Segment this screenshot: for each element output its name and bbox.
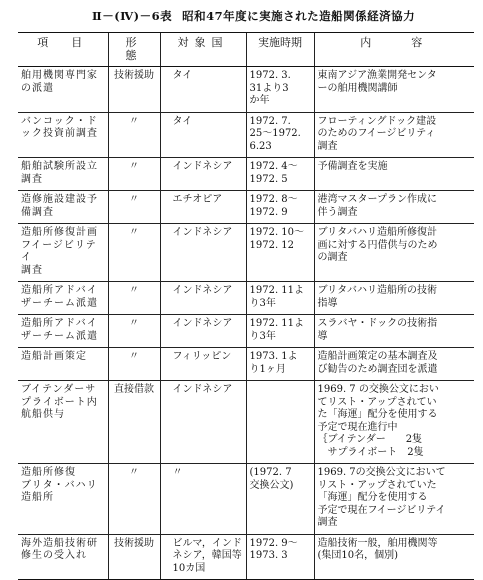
- table-row: [18, 191, 474, 224]
- table-row: [18, 534, 474, 580]
- header-row: [18, 33, 474, 67]
- header-period: 実施時期: [246, 33, 314, 67]
- table-row: [18, 315, 474, 348]
- cell-item: 船舶試験所設立 調査: [18, 158, 108, 191]
- header-item: 項 目: [18, 33, 108, 67]
- cell-period: [246, 381, 314, 464]
- table-row: [18, 464, 474, 535]
- cell-content: ブリタバハリ造船所修復計 画に対する円借供与のため の調査: [314, 224, 474, 282]
- cell-content: スラバヤ・ドックの技術指 導: [314, 315, 474, 348]
- cell-form: 〃: [108, 315, 160, 348]
- cell-content: ブリタバハリ造船所の技術 指導: [314, 282, 474, 315]
- cell-country: エチオピア: [160, 191, 246, 224]
- table-row: [18, 224, 474, 282]
- cell-form: 〃: [108, 282, 160, 315]
- cell-period: 1972. 11よ り3年: [246, 315, 314, 348]
- cell-item: 造修施設建設予 備調査: [18, 191, 108, 224]
- cell-item: 舶用機関専門家 の派遣: [18, 67, 108, 113]
- cell-country: 〃: [160, 464, 246, 535]
- table-caption: 昭和47年度に実施された造船関係経済協力: [182, 9, 416, 23]
- cell-country: タイ: [160, 112, 246, 158]
- cell-item: 造船所アドバイ ザーチーム派遣: [18, 315, 108, 348]
- header-country: 対象国: [160, 33, 246, 67]
- header-content: 内 容: [314, 33, 474, 67]
- cell-item: 造船計画策定: [18, 348, 108, 381]
- table-row: [18, 282, 474, 315]
- cell-item: バンコック・ド ック投資前調査: [18, 112, 108, 158]
- cooperation-table: [18, 32, 474, 580]
- cell-form: 〃: [108, 191, 160, 224]
- cell-content: 造船技術一般，舶用機関等 (集団10名，個別): [314, 534, 474, 580]
- cell-form: 技術援助: [108, 67, 160, 113]
- table-row: [18, 348, 474, 381]
- cell-period: 1972. 10～ 1972. 12: [246, 224, 314, 282]
- cell-country: インドネシア: [160, 315, 246, 348]
- cell-content: 造船計画策定の基本調査及 び勧告のため調査団を派遣: [314, 348, 474, 381]
- cell-period: (1972. 7 交換公文): [246, 464, 314, 535]
- cell-item: 造船所修復 ブリタ・バハリ 造船所: [18, 464, 108, 535]
- cell-content: フローティングドック建設 のためのフイージビリティ 調査: [314, 112, 474, 158]
- cell-form: 〃: [108, 348, 160, 381]
- cell-content: 1969. 7の交換公文において リスト・アップされていた 「海運」配分を使用する 予定で現在フイージビリテイ 調査: [314, 464, 474, 535]
- cell-country: インドネシア: [160, 282, 246, 315]
- cell-form: 技術援助: [108, 534, 160, 580]
- cell-period: 1972. 7. 25～1972. 6.23: [246, 112, 314, 158]
- table-number: Ⅱ－(Ⅳ)－6表: [92, 9, 173, 23]
- cell-content: 予備調査を実施: [314, 158, 474, 191]
- cell-item: 造船所アドバイ ザーチーム派遣: [18, 282, 108, 315]
- cell-period: 1972. 11よ り3年: [246, 282, 314, 315]
- table-body: [18, 67, 474, 580]
- cell-form: 〃: [108, 224, 160, 282]
- header-form: 形 態: [108, 33, 160, 67]
- table-title: [92, 8, 425, 24]
- cell-country: タイ: [160, 67, 246, 113]
- cell-country: ビルマ，インド ネシア，韓国等 10カ国: [160, 534, 246, 580]
- cell-item: ブイテンダーサ プライボート内 航船供与: [18, 381, 108, 464]
- table-row: [18, 381, 474, 464]
- cell-country: フィリッピン: [160, 348, 246, 381]
- cell-form: 直接借款: [108, 381, 160, 464]
- cell-country: インドネシア: [160, 158, 246, 191]
- cell-form: 〃: [108, 112, 160, 158]
- cell-content: 1969. 7 の交換公文におい てリスト・アップされてい た「海運」配分を使用する 予定で現在進行中 ｛ブイテンダー 2隻 サプライボート 2隻: [314, 381, 474, 464]
- cell-item: 造船所修復計画 フイージビリテイ 調査: [18, 224, 108, 282]
- cell-form: 〃: [108, 464, 160, 535]
- table-row: [18, 67, 474, 113]
- cell-item: 海外造船技術研 修生の受入れ: [18, 534, 108, 580]
- cell-period: 1972. 8～ 1972. 9: [246, 191, 314, 224]
- cell-content: 東南アジア漁業開発センタ ーの舶用機関講師: [314, 67, 474, 113]
- cell-country: インドネシア: [160, 224, 246, 282]
- cell-period: 1972. 4～ 1972. 5: [246, 158, 314, 191]
- table-row: [18, 158, 474, 191]
- cell-period: 1972. 9～ 1973. 3: [246, 534, 314, 580]
- cell-form: 〃: [108, 158, 160, 191]
- cell-content: 港湾マスタープラン作成に 伴う調査: [314, 191, 474, 224]
- cell-country: インドネシア: [160, 381, 246, 464]
- table-row: [18, 112, 474, 158]
- cell-period: 1972. 3. 31より3 か年: [246, 67, 314, 113]
- cell-period: 1973. 1よ り1ヶ月: [246, 348, 314, 381]
